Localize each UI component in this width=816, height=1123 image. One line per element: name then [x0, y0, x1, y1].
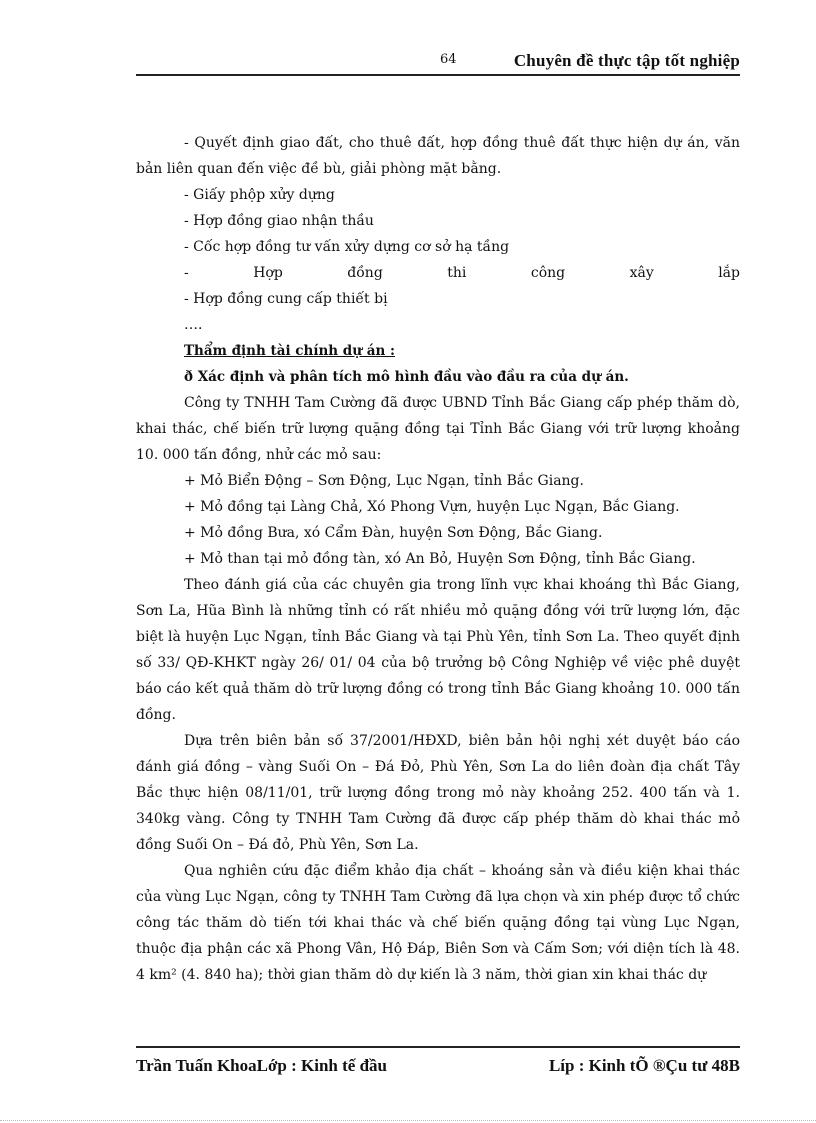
word: đồng: [347, 265, 383, 281]
word: -: [184, 265, 189, 281]
document-body: [136, 130, 740, 988]
page-header: [136, 44, 740, 76]
footer-class: Líp : Kinh tÕ ®Çu tư 48B: [548, 1056, 740, 1075]
paragraph: Theo đánh giá của các chuyên gia trong lĩnh vực khai khoáng thì Bắc Giang, Sơn La, Hũa Bình là những tỉnh có rất nhiều mỏ quặng đồng với trữ lượng lớn, đặc biệt là huyện Lục Ngạn, tỉnh Bắc Giang và tại Phù Yên, tỉnh Sơn La. Theo quyết định số 33/ QĐ-KHKT ngày 26/ 01/ 04 của bộ trưởng bộ Công Nghiệp về việc phê duyệt báo cáo kết quả thăm dò trữ lượng đồng có trong tỉnh Bắc Giang khoảng 10. 000 tấn đồng.: [136, 577, 740, 723]
word: lắp: [718, 265, 740, 281]
list-item: - Cốc hợp đồng tư vấn xửy dựng cơ sở hạ tầng: [184, 239, 510, 255]
header-title: Chuyên đề thực tập tốt nghiệp: [513, 51, 740, 70]
subsection-heading: ð Xác định và phân tích mô hình đầu vào đầu ra của dự án.: [184, 369, 629, 385]
page-bottom-divider: [0, 1120, 816, 1121]
page-footer: [136, 1046, 740, 1084]
list-item: - Hợp đồng giao nhận thầu: [184, 213, 374, 229]
bullet-item: + Mỏ đồng Bưa, xó Cẩm Đàn, huyện Sơn Động, Bắc Giang.: [184, 525, 603, 541]
page-number: 64: [440, 52, 457, 67]
paragraph: Công ty TNHH Tam Cường đã được UBND Tỉnh Bắc Giang cấp phép thăm dò, khai thác, chế biến trữ lượng quặng đồng tại Tỉnh Bắc Giang với trữ lượng khoảng 10. 000 tấn đồng, nhử các mỏ sau:: [136, 395, 740, 463]
bullet-item: + Mỏ Biển Động – Sơn Động, Lục Ngạn, tỉnh Bắc Giang.: [184, 473, 584, 489]
word: thi: [447, 265, 467, 281]
word: Hợp: [253, 265, 283, 281]
word: công: [530, 265, 566, 281]
paragraph: Dựa trên biên bản số 37/2001/HĐXD, biên bản hội nghị xét duyệt báo cáo đánh giá đồng – vàng Suối On – Đá Đỏ, Phù Yên, Sơn La do liên đoàn địa chất Tây Bắc thực hiện 08/11/01, trữ lượng đồng trong mỏ này khoảng 252. 400 tấn và 1. 340kg vàng. Công ty TNHH Tam Cường đã được cấp phép thăm dò khai thác mỏ đồng Suối On – Đá đỏ, Phù Yên, Sơn La.: [136, 733, 740, 853]
word: xây: [629, 265, 654, 281]
paragraph: Qua nghiên cứu đặc điểm khảo địa chất – khoáng sản và điều kiện khai thác của vùng Lục Ngạn, công ty TNHH Tam Cường đã lựa chọn và xin phép được tổ chức công tác thăm dò tiến tới khai thác và chế biến quặng đồng tại vùng Lục Ngạn, thuộc địa phận các xã Phong Vân, Hộ Đáp, Biên Sơn và Cấm Sơn; với diện tích là 48. 4 km² (4. 840 ha); thời gian thăm dò dự kiến là 3 năm, thời gian xin khai thác dự: [136, 863, 740, 983]
bullet-item: + Mỏ đồng tại Làng Chả, Xó Phong Vựn, huyện Lục Ngạn, Bắc Giang.: [184, 499, 680, 515]
list-item: - Quyết định giao đất, cho thuê đất, hợp đồng thuê đất thực hiện dự án, văn bản liên quan đến việc đề bù, giải phòng mặt bằng.: [136, 135, 740, 177]
list-item: - Hợp đồng cung cấp thiết bị: [184, 291, 388, 307]
section-heading: Thẩm định tài chính dự án :: [184, 343, 395, 359]
list-item: - Giấy phộp xửy dựng: [184, 187, 335, 203]
ellipsis: ….: [184, 317, 203, 333]
footer-author: Trần Tuấn KhoaLớp : Kinh tế đầu: [136, 1056, 387, 1075]
list-item-justified: [136, 260, 740, 286]
bullet-item: + Mỏ than tại mỏ đồng tàn, xó An Bỏ, Huyện Sơn Động, tỉnh Bắc Giang.: [184, 551, 696, 567]
